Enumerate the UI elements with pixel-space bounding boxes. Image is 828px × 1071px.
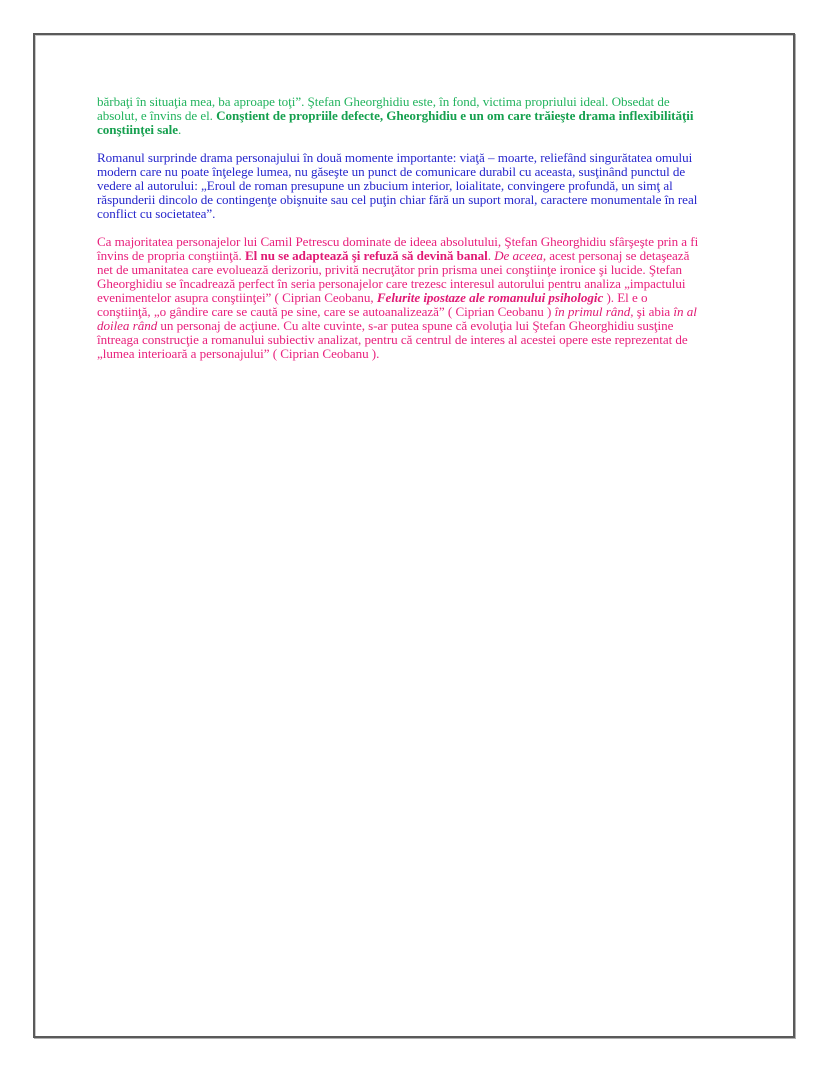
paragraph-gheorghidiu-ideal — [97, 95, 737, 137]
italic-emphasis: doilea rând — [97, 318, 158, 333]
text-line: conştiinţei sale. — [97, 122, 182, 137]
text-line: conştiinţă, „o gândire care se caută pe sine, care se autoanalizează” ( Ciprian Ceobanu ) în primul rând, şi abia în al — [97, 304, 697, 319]
text-line: net de umanitatea care evoluează derizoriu, privită necruţător prin prisma unei conştiinţe ironice şi lucide. Ştefan — [97, 262, 682, 277]
text-line: vedere al autorului: „Eroul de roman presupune un zbucium interior, loialitate, convingere profundă, un simţ al — [97, 178, 673, 193]
text-line: „lumea interioară a personajului” ( Ciprian Ceobanu ). — [97, 346, 380, 361]
bold-emphasis: conştiinţei sale — [97, 122, 179, 137]
text-line: învins de propria conştiinţă. El nu se adaptează şi refuză să devină banal. De aceea, acest personaj se detaşează — [97, 248, 690, 263]
text-line: conflict cu societatea”. — [97, 206, 216, 221]
bold-emphasis: El nu se adaptează şi refuză să devină banal — [244, 248, 488, 263]
text-line: răspunderii dincolo de contingenţe obişnuite sau cel puţin chiar fără un suport moral, caractere monumentale în real — [97, 192, 698, 207]
text-line: doilea rând un personaj de acţiune. Cu alte cuvinte, s-ar putea spune că evoluţia lui Ştefan Gheorghidiu susţine — [97, 318, 674, 333]
text-line: modern care nu poate înţelege lumea, nu găseşte un punct de comunicare durabil cu aceasta, susţinând punctul de — [97, 164, 686, 179]
bold-emphasis: Conştient de propriile defecte, Gheorghidiu e un om care trăieşte drama inflexibilităţii — [216, 108, 694, 123]
book-title: Felurite ipostaze ale romanului psihologic — [376, 290, 604, 305]
text-line: bărbaţi în situaţia mea, ba aproape toţi”. Ştefan Gheorghidiu este, în fond, victima propriului ideal. Obsedat de — [97, 94, 670, 109]
paragraph-drama-personaj — [97, 151, 737, 221]
italic-emphasis: De aceea — [494, 248, 543, 263]
text-line: absolut, e învins de el. Conştient de propriile defecte, Gheorghidiu e un om care trăieşte drama inflexibilităţii — [97, 108, 694, 123]
italic-emphasis: în primul rând — [554, 304, 631, 319]
text-line: întreaga construcţie a romanului subiectiv analizat, pentru că centrul de interes al acestei opere este reprezentat de — [97, 332, 688, 347]
italic-emphasis: în al — [673, 304, 697, 319]
text-line: Ca majoritatea personajelor lui Camil Petrescu dominate de ideea absolutului, Ştefan Gheorghidiu sfârşeşte prin a fi — [97, 234, 699, 249]
document-body — [97, 95, 737, 375]
paragraph-constiinta — [97, 235, 737, 361]
text-line: evenimentelor asupra conştiinţei” ( Ciprian Ceobanu, Felurite ipostaze ale romanului psihologic ). El e o — [97, 290, 648, 305]
text-line: Gheorghidiu se încadrează perfect în seria personajelor care trezesc interesul autorului pentru analiza „impactului — [97, 276, 686, 291]
text-line: Romanul surprinde drama personajului în două momente importante: viaţă – moarte, reliefând singurătatea omului — [97, 150, 693, 165]
